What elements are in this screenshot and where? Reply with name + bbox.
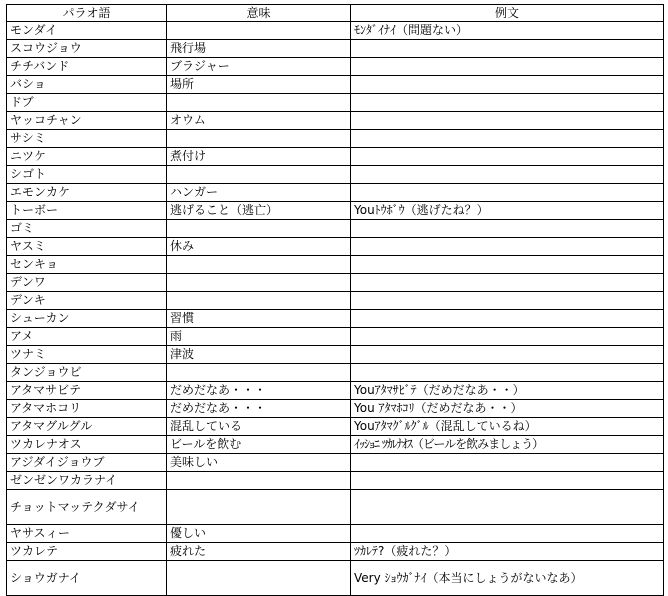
cell-example[interactable] xyxy=(351,184,664,202)
cell-meaning[interactable]: 習慣 xyxy=(167,310,351,328)
cell-word[interactable]: シューカン xyxy=(7,310,167,328)
cell-word[interactable]: ドブ xyxy=(7,94,167,112)
cell-meaning[interactable] xyxy=(167,166,351,184)
cell-meaning[interactable]: 疲れた xyxy=(167,543,351,561)
cell-word[interactable]: ヤサスィー xyxy=(7,525,167,543)
cell-word[interactable]: ヤスミ xyxy=(7,238,167,256)
cell-meaning[interactable] xyxy=(167,22,351,40)
cell-example[interactable] xyxy=(351,76,664,94)
cell-meaning[interactable] xyxy=(167,130,351,148)
cell-meaning[interactable]: ハンガー xyxy=(167,184,351,202)
cell-example[interactable] xyxy=(351,166,664,184)
cell-meaning[interactable]: 津波 xyxy=(167,346,351,364)
cell-word[interactable]: サシミ xyxy=(7,130,167,148)
table-row xyxy=(7,525,664,543)
header-meaning[interactable]: 意味 xyxy=(167,5,351,22)
cell-example[interactable] xyxy=(351,130,664,148)
cell-meaning[interactable] xyxy=(167,292,351,310)
cell-meaning[interactable] xyxy=(167,256,351,274)
table-row xyxy=(7,148,664,166)
cell-meaning[interactable] xyxy=(167,490,351,525)
table-row xyxy=(7,328,664,346)
cell-word[interactable]: デンワ xyxy=(7,274,167,292)
cell-meaning[interactable]: 飛行場 xyxy=(167,40,351,58)
table-row xyxy=(7,292,664,310)
cell-word[interactable]: ゴミ xyxy=(7,220,167,238)
table-row xyxy=(7,490,664,525)
cell-example[interactable]: Youｱﾀﾏｻﾋﾞﾃ（だめだなあ・・） xyxy=(351,382,664,400)
cell-example[interactable] xyxy=(351,148,664,166)
cell-meaning[interactable]: 煮付け xyxy=(167,148,351,166)
cell-meaning[interactable]: 優しい xyxy=(167,525,351,543)
cell-word[interactable]: アメ xyxy=(7,328,167,346)
cell-word[interactable]: アタマサビテ xyxy=(7,382,167,400)
table-row xyxy=(7,130,664,148)
cell-example[interactable] xyxy=(351,525,664,543)
cell-meaning[interactable]: 逃げること（逃亡） xyxy=(167,202,351,220)
table-row xyxy=(7,22,664,40)
table-row xyxy=(7,436,664,454)
cell-word[interactable]: モンダイ xyxy=(7,22,167,40)
cell-word[interactable]: アタマホコリ xyxy=(7,400,167,418)
cell-example[interactable] xyxy=(351,310,664,328)
table-row xyxy=(7,454,664,472)
table-row xyxy=(7,256,664,274)
table-row xyxy=(7,94,664,112)
cell-word[interactable]: エモンカケ xyxy=(7,184,167,202)
cell-word[interactable]: スコウジョウ xyxy=(7,40,167,58)
table-row xyxy=(7,58,664,76)
table-row xyxy=(7,364,664,382)
cell-example[interactable] xyxy=(351,238,664,256)
cell-example[interactable] xyxy=(351,472,664,490)
cell-example[interactable]: Youｱﾀﾏｸﾞﾙｸﾞﾙ（混乱しているね） xyxy=(351,418,664,436)
cell-example[interactable] xyxy=(351,220,664,238)
cell-meaning[interactable]: ブラジャー xyxy=(167,58,351,76)
cell-meaning[interactable] xyxy=(167,94,351,112)
cell-example[interactable]: Youﾄｳﾎﾞｳ（逃げたね？） xyxy=(351,202,664,220)
cell-word[interactable]: ヤッコチャン xyxy=(7,112,167,130)
table-row xyxy=(7,166,664,184)
table-row xyxy=(7,202,664,220)
cell-example[interactable] xyxy=(351,292,664,310)
cell-meaning[interactable]: 混乱している xyxy=(167,418,351,436)
table-row xyxy=(7,238,664,256)
cell-word[interactable]: デンキ xyxy=(7,292,167,310)
table-row xyxy=(7,112,664,130)
cell-meaning[interactable] xyxy=(167,364,351,382)
header-example[interactable]: 例文 xyxy=(351,5,664,22)
cell-word[interactable]: タンジョウビ xyxy=(7,364,167,382)
cell-meaning[interactable]: だめだなあ・・・ xyxy=(167,400,351,418)
cell-example[interactable]: ﾂｶﾚﾃ?（疲れた？） xyxy=(351,543,664,561)
cell-word[interactable]: トーボー xyxy=(7,202,167,220)
cell-meaning[interactable] xyxy=(167,220,351,238)
cell-example[interactable]: You ｱﾀﾏﾎｺﾘ（だめだなあ・・） xyxy=(351,400,664,418)
cell-example[interactable]: ﾓﾝﾀﾞｲﾅｲ（問題ない） xyxy=(351,22,664,40)
cell-meaning[interactable]: 美味しい xyxy=(167,454,351,472)
cell-meaning[interactable]: ビールを飲む xyxy=(167,436,351,454)
cell-meaning[interactable]: だめだなあ・・・ xyxy=(167,382,351,400)
table-row xyxy=(7,274,664,292)
cell-word[interactable]: ショウガナイ xyxy=(7,561,167,596)
cell-example[interactable] xyxy=(351,112,664,130)
table-row xyxy=(7,76,664,94)
cell-example[interactable] xyxy=(351,256,664,274)
cell-meaning[interactable]: オウム xyxy=(167,112,351,130)
cell-meaning[interactable] xyxy=(167,472,351,490)
cell-example[interactable] xyxy=(351,94,664,112)
cell-example[interactable] xyxy=(351,346,664,364)
cell-word[interactable]: アタマグルグル xyxy=(7,418,167,436)
cell-meaning[interactable]: 雨 xyxy=(167,328,351,346)
cell-word[interactable]: ツナミ xyxy=(7,346,167,364)
table-row xyxy=(7,382,664,400)
cell-word[interactable]: チチバンド xyxy=(7,58,167,76)
cell-example[interactable] xyxy=(351,454,664,472)
cell-example[interactable] xyxy=(351,40,664,58)
header-word[interactable]: パラオ語 xyxy=(7,5,167,22)
table-row xyxy=(7,472,664,490)
palau-vocabulary-table xyxy=(6,4,664,596)
cell-example[interactable]: ｲｯｼｮﾆ ﾂｶﾚﾅｵｽ（ビールを飲みましょう） xyxy=(351,436,664,454)
table-row xyxy=(7,346,664,364)
cell-word[interactable]: バショ xyxy=(7,76,167,94)
table-body xyxy=(7,22,664,596)
cell-word[interactable]: センキョ xyxy=(7,256,167,274)
cell-meaning[interactable]: 場所 xyxy=(167,76,351,94)
cell-example[interactable] xyxy=(351,274,664,292)
cell-word[interactable]: アジダイジョウブ xyxy=(7,454,167,472)
table-row xyxy=(7,40,664,58)
cell-word[interactable]: シゴト xyxy=(7,166,167,184)
cell-word[interactable]: ツカレナオス xyxy=(7,436,167,454)
table-row xyxy=(7,418,664,436)
cell-word[interactable]: ニツケ xyxy=(7,148,167,166)
table-row xyxy=(7,184,664,202)
cell-meaning[interactable] xyxy=(167,561,351,596)
table-row xyxy=(7,543,664,561)
cell-example[interactable]: Very ｼｮｳｶﾞﾅｲ（本当にしょうがないなあ） xyxy=(351,561,664,596)
cell-word[interactable]: チョットマッテクダサイ xyxy=(7,490,167,525)
cell-example[interactable] xyxy=(351,490,664,525)
cell-example[interactable] xyxy=(351,58,664,76)
cell-example[interactable] xyxy=(351,364,664,382)
table-row xyxy=(7,561,664,596)
cell-meaning[interactable] xyxy=(167,274,351,292)
cell-example[interactable] xyxy=(351,328,664,346)
cell-word[interactable]: ツカレテ xyxy=(7,543,167,561)
cell-word[interactable]: ゼンゼンワカラナイ xyxy=(7,472,167,490)
table-row xyxy=(7,220,664,238)
cell-meaning[interactable]: 休み xyxy=(167,238,351,256)
table-row xyxy=(7,400,664,418)
table-row xyxy=(7,310,664,328)
header-row xyxy=(7,5,664,22)
